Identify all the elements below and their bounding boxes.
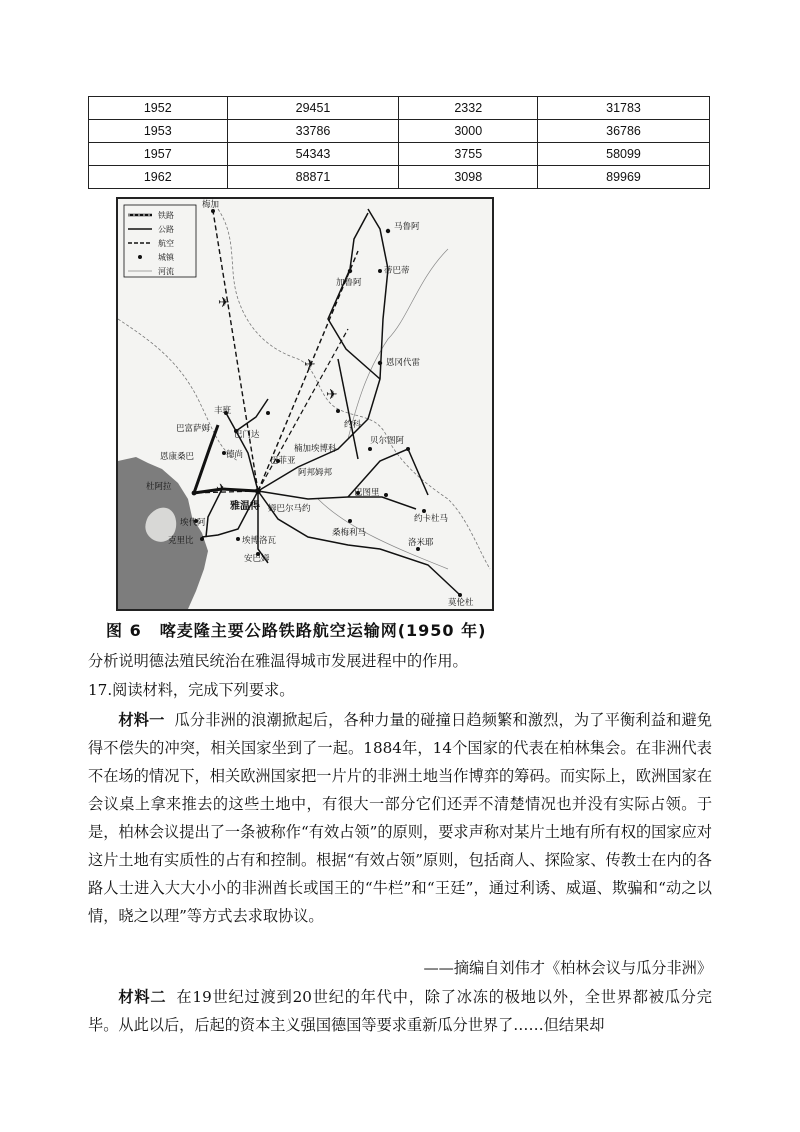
material-1-label: 材料一	[118, 711, 165, 729]
place-label: 蒂巴蒂	[384, 266, 410, 276]
material-2-text: 在19世纪过渡到20世纪的年代中，除了冰冻的极地以外，全世界都被瓜分完毕。从此以后，后起的资本主义强国德国等要求重新瓜分世界了……但结果却	[88, 988, 712, 1034]
railway-douala-nkongsamba	[194, 425, 218, 493]
place-label: 姆巴尔马约	[268, 504, 311, 514]
place-label: 恩康桑巴	[160, 452, 195, 462]
legend-air-label: 航空	[158, 239, 174, 248]
place-label: 梅加	[202, 200, 220, 210]
table-cell: 3098	[399, 166, 538, 189]
airplane-icon: ✈	[304, 357, 316, 373]
place-label: 克里比	[168, 536, 194, 546]
airplane-icon: ✈	[326, 387, 338, 403]
table-cell: 1957	[89, 143, 228, 166]
table-cell: 54343	[227, 143, 399, 166]
place-label: 贝尔图阿	[370, 436, 405, 446]
question-17-title: 17.阅读材料，完成下列要求。	[88, 681, 295, 699]
material-2-label: 材料二	[118, 988, 167, 1006]
table-row	[89, 143, 710, 166]
material-1-source: ——摘编自刘伟才《柏林会议与瓜分非洲》	[423, 959, 712, 977]
place-label: 安巴姆	[244, 554, 270, 564]
air-route-ngaoundere	[258, 329, 348, 491]
map-svg	[118, 199, 492, 609]
table-cell: 3000	[399, 120, 538, 143]
legend-railway-label: 铁路	[158, 211, 174, 220]
figure-caption	[106, 618, 486, 641]
airplane-icon: ✈	[216, 482, 227, 497]
place-label: 莫伦杜	[448, 598, 474, 608]
legend-town-swatch	[138, 255, 142, 259]
legend-river-label: 河流	[158, 267, 174, 276]
place-label: 丰班	[214, 406, 232, 416]
data-table-body	[89, 97, 710, 189]
table-cell: 1962	[89, 166, 228, 189]
place-label: 加鲁阿	[336, 278, 362, 288]
table-cell: 36786	[538, 120, 710, 143]
material-1	[88, 706, 712, 930]
place-label: 德尚	[226, 450, 244, 460]
place-label: 洛米耶	[408, 538, 434, 548]
border-west	[118, 319, 238, 461]
place-label: 阿邦姆邦	[298, 468, 333, 478]
air-route-north	[213, 211, 258, 491]
place-label: 巴门达	[234, 430, 260, 440]
border-east	[218, 209, 490, 569]
table-cell: 58099	[538, 143, 710, 166]
material-1-text: 瓜分非洲的浪潮掀起后，各种力量的碰撞日趋频繁和激烈，为了平衡利益和避免得不偿失的冲突，相关国家坐到了一起。1884年，14个国家的代表在柏林集会。在非洲代表不在场的情况下，相关欧洲国家把一片片的非洲土地当作博弈的筹码。而实际上，欧洲国家在会议桌上拿来推去的这些土地中，有很大一部分它们还弄不清楚情况也并没有实际占领。于是，柏林会议提出了一条被称作“有效占领”的原则，要求声称对某片土地有所有权的国家应对这片土地有实质性的占有和控制。根据“有效占领”原则，包括商人、探险家、传教士在内的各路人士进入大大小小的非洲酋长或国王的“牛栏”和“王廷”，通过利诱、威逼、欺骗和“动之以情，晓之以理”等方式去求取协议。	[88, 711, 713, 925]
table-cell: 31783	[538, 97, 710, 120]
river-1	[348, 249, 448, 439]
place-label: 马鲁阿	[394, 222, 420, 232]
place-label: 杜阿拉	[146, 482, 172, 492]
data-table	[88, 96, 710, 189]
airplane-icon: ✈	[218, 295, 230, 311]
place-label: 埃博洛瓦	[242, 536, 277, 546]
figure-title: 喀麦隆主要公路铁路航空运输网(1950 年)	[159, 621, 487, 640]
place-label: 约科	[344, 420, 362, 430]
figure-number: 图 6	[106, 621, 142, 640]
question-16-text: 分析说明德法殖民统治在雅温得城市发展进程中的作用。	[88, 652, 468, 670]
place-label: 楠加埃博科	[294, 444, 337, 454]
place-label: 约卡杜马	[414, 514, 449, 524]
table-cell: 88871	[227, 166, 399, 189]
table-cell: 1953	[89, 120, 228, 143]
table-cell: 3755	[399, 143, 538, 166]
legend-road-label: 公路	[158, 225, 174, 234]
table-row	[89, 166, 710, 189]
place-label: 巴菲亚	[270, 456, 296, 466]
place-label: 巴富萨姆	[176, 424, 211, 434]
place-label: 埃代阿	[180, 518, 206, 528]
cameroon-transport-map	[116, 197, 494, 611]
table-cell: 29451	[227, 97, 399, 120]
table-row	[89, 97, 710, 120]
table-cell: 33786	[227, 120, 399, 143]
table-cell: 1952	[89, 97, 228, 120]
place-label-yaounde: 雅温得	[230, 501, 260, 512]
place-label: 恩冈代雷	[386, 358, 421, 368]
place-label: 巴图里	[354, 488, 380, 498]
table-cell: 2332	[399, 97, 538, 120]
legend-town-label: 城镇	[158, 253, 174, 262]
place-label: 桑梅利马	[332, 528, 367, 538]
table-cell: 89969	[538, 166, 710, 189]
table-row	[89, 120, 710, 143]
material-2	[88, 983, 712, 1039]
